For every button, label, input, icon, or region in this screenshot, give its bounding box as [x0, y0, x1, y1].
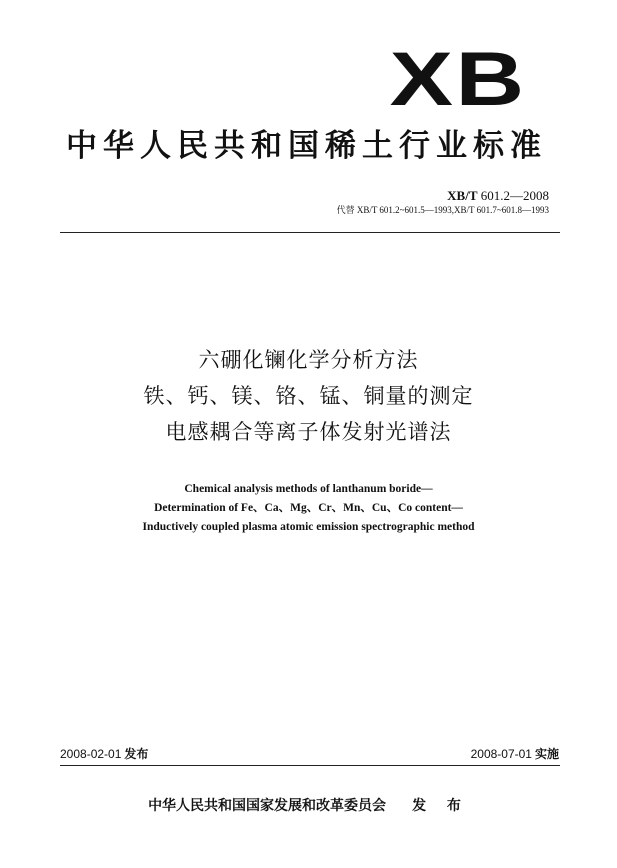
implement-date — [471, 745, 559, 762]
replaces-note: 代替 XB/T 601.2~601.5—1993,XB/T 601.7~601.8—1993 — [336, 205, 549, 215]
title-en-line-1: Chemical analysis methods of lanthanum boride— — [184, 483, 433, 495]
document-title-en — [0, 480, 617, 537]
issuer-action: 发 布 — [412, 798, 469, 814]
issuer-line — [0, 795, 617, 815]
top-divider — [60, 232, 560, 233]
xb-logo: XB — [390, 37, 527, 122]
issue-date — [60, 745, 148, 762]
title-en-line-3: Inductively coupled plasma atomic emission spectrographic method — [142, 521, 475, 533]
title-en-line-2: Determination of Fe、Ca、Mg、Cr、Mn、Cu、Co content— — [154, 502, 463, 514]
standard-code-number: 601.2—2008 — [480, 188, 549, 203]
implement-date-value: 2008-07-01 — [470, 747, 532, 761]
standard-code — [447, 188, 549, 204]
issuer-name: 中华人民共和国国家发展和改革委员会 — [148, 798, 387, 814]
document-title-cn — [0, 342, 617, 450]
issue-date-value: 2008-02-01 — [60, 747, 122, 761]
title-cn-line-2: 铁、钙、镁、铬、锰、铜量的测定 — [143, 384, 474, 408]
bottom-divider — [60, 765, 560, 766]
title-cn-line-3: 电感耦合等离子体发射光谱法 — [165, 420, 452, 444]
issue-date-label: 发布 — [124, 747, 149, 761]
title-cn-line-1: 六硼化镧化学分析方法 — [198, 348, 419, 372]
standard-title: 中华人民共和国稀土行业标准 — [66, 128, 547, 164]
implement-date-label: 实施 — [534, 747, 559, 761]
standard-code-label: XB/T — [447, 188, 478, 203]
